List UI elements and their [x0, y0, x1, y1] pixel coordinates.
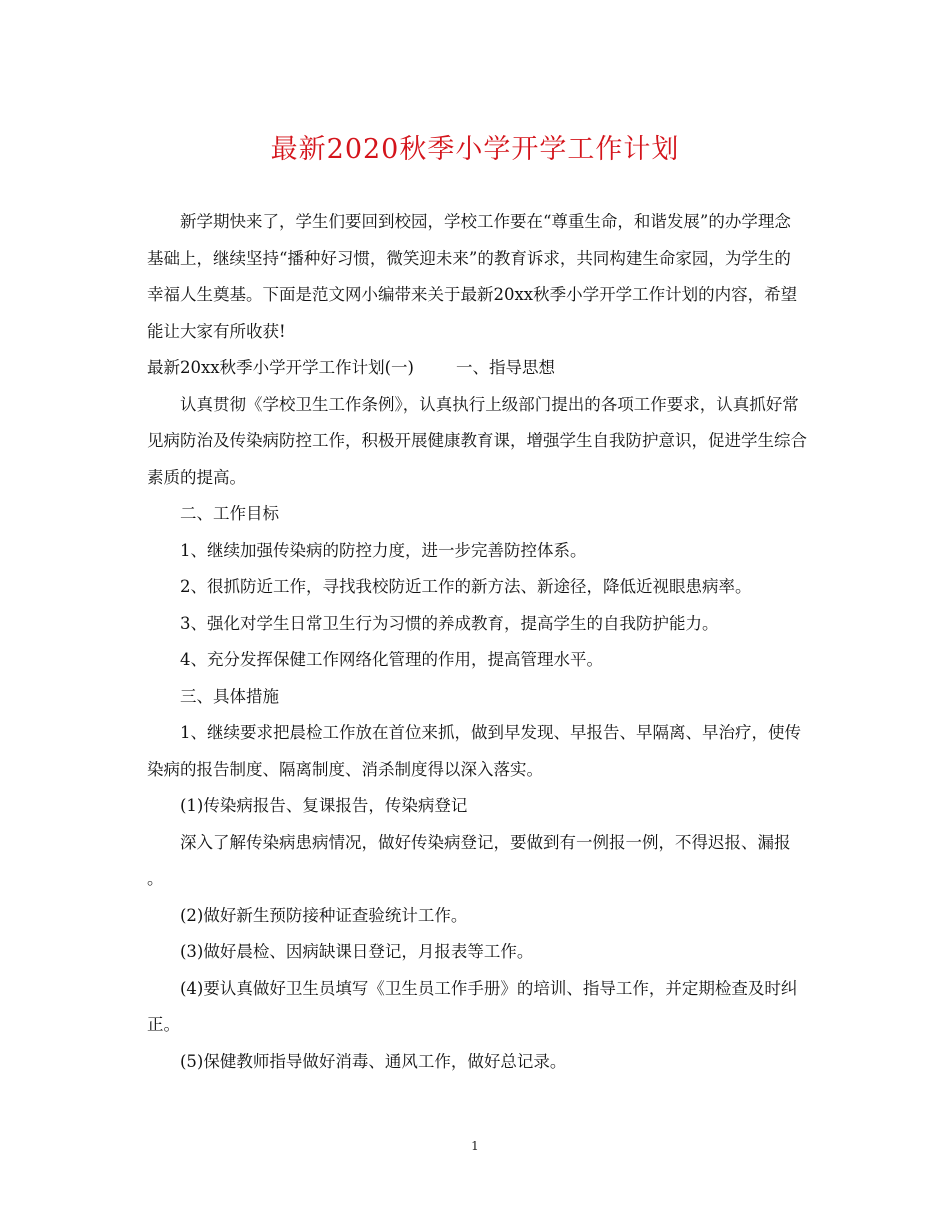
measure-item-1: 1、继续要求把晨检工作放在首位来抓，做到早发现、早报告、早隔离、早治疗，使传染病的报告制度、隔离制度、消杀制度得以深入落实。: [147, 723, 801, 779]
document-title: 最新2020秋季小学开学工作计划: [270, 134, 680, 165]
document-body: [147, 204, 807, 1080]
section-two-heading: 二、工作目标: [180, 504, 279, 523]
measure-sub-3: (3)做好晨检、因病缺课日登记，月报表等工作。: [180, 942, 534, 961]
goal-item-1: 1、继续加强传染病的防控力度，进一步完善防控体系。: [180, 540, 587, 560]
guiding-paragraph: 认真贯彻《学校卫生工作条例》，认真执行上级部门提出的各项工作要求，认真抓好常见病防治及传染病防控工作，积极开展健康教育课，增强学生自我防护意识，促进学生综合素质的提高。: [147, 394, 807, 487]
section-one-heading: 一、指导思想: [455, 358, 555, 377]
goal-item-2: 2、很抓防近工作，寻找我校防近工作的新方法、新途径，降低近视眼患病率。: [180, 577, 752, 596]
goal-item-4: 4、充分发挥保健工作网络化管理的作用，提高管理水平。: [180, 650, 603, 669]
measure-sub-5: (5)保健教师指导做好消毒、通风工作，做好总记录。: [180, 1051, 567, 1071]
measure-sub-1-detail: 深入了解传染病患病情况，做好传染病登记，要做到有一例报一例，不得迟报、漏报 。: [147, 832, 791, 888]
goal-item-3: 3、强化对学生日常卫生行为习惯的养成教育，提高学生的自我防护能力。: [180, 613, 719, 633]
plan-heading-line: [147, 350, 807, 387]
measure-sub-2: (2)做好新生预防接种证查验统计工作。: [180, 905, 468, 925]
measure-sub-1: (1)传染病报告、复课报告，传染病登记: [180, 796, 468, 815]
measure-sub-4: (4)要认真做好卫生员填写《卫生员工作手册》的培训、指导工作，并定期检查及时纠正。: [147, 978, 798, 1034]
page-number: 1: [471, 1139, 479, 1153]
intro-paragraph: 新学期快来了，学生们要回到校园，学校工作要在“尊重生命，和谐发展”的办学理念基础上，继续坚持“播种好习惯，微笑迎未来”的教育诉求，共同构建生命家园，为学生的幸福人生奠基。下面是范文网小编带来关于最新20xx秋季小学开学工作计划的内容，希望能让大家有所收获!: [147, 212, 798, 341]
section-three-heading: 三、具体措施: [180, 686, 279, 706]
plan-heading: 最新20xx秋季小学开学工作计划(一): [147, 358, 414, 377]
